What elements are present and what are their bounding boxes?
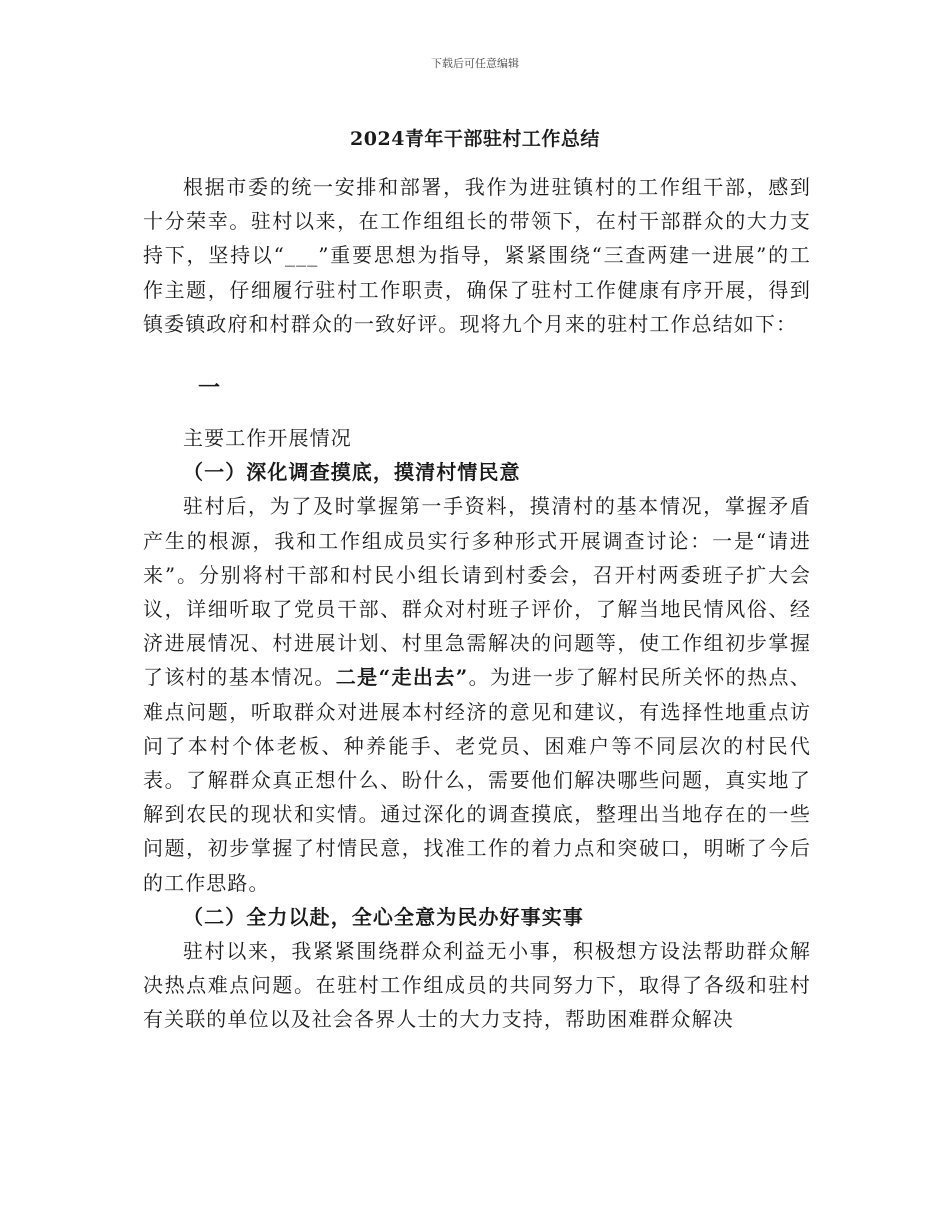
subsection-2-paragraph: 驻村以来，我紧紧围绕群众利益无小事，积极想方设法帮助群众解决热点难点问题。在驻村工作组成员的共同努力下，取得了各级和驻村有关联的单位以及社会各界人士的大力支持，帮助困难群众解决 (143, 939, 811, 1032)
subsection-1-heading: （一）深化调查摸底，摸清村情民意 (183, 460, 521, 485)
subsection-1-paragraph (143, 489, 811, 899)
section-title: 主要工作开展情况 (183, 426, 352, 451)
subsection-1-text-b: 。为进一步了解村民所关怀的热点、难点问题，听取群众对进展本村经济的意见和建议，有选择性地重点访问了本村个体老板、种养能手、老党员、困难户等不同层次的村民代表。了解群众真正想什么、盼什么，需要他们解决哪些问题，真实地了解到农民的现状和实情。通过深化的调查摸底，整理出当地存在的一些问题，初步掌握了村情民意，找准工作的着力点和突破口，明晰了今后的工作思路。 (143, 665, 811, 895)
subsection-2-heading: （二）全力以赴，全心全意为民办好事实事 (183, 904, 584, 929)
intro-paragraph: 根据市委的统一安排和部署，我作为进驻镇村的工作组干部，感到十分荣幸。驻村以来，在工作组组长的带领下，在村干部群众的大力支持下，坚持以“___”重要思想为指导，紧紧围绕“三查两建一进展”的工作主题，仔细履行驻村工作职责，确保了驻村工作健康有序开展，得到镇委镇政府和村群众的一致好评。现将九个月来的驻村工作总结如下： (143, 175, 811, 336)
section-numeral: 一 (198, 375, 221, 402)
header-note: 下载后可任意编辑 (431, 57, 519, 70)
document-body (143, 170, 811, 1037)
subsection-1-text-a: 驻村后，为了及时掌握第一手资料，摸清村的基本情况，掌握矛盾产生的根源，我和工作组成员实行多种形式开展调查讨论：一是“请进来”。分别将村干部和村民小组长请到村委会，召开村两委班子扩大会议，详细听取了党员干部、群众对村班子评价，了解当地民情风俗、经济进展情况、村进展计划、村里急需解决的问题等，使工作组初步掌握了该村的基本情况。 (143, 494, 811, 690)
subsection-1-bold-phrase: 二是“走出去” (335, 665, 469, 690)
document-title: 2024青年干部驻村工作总结 (350, 128, 600, 150)
